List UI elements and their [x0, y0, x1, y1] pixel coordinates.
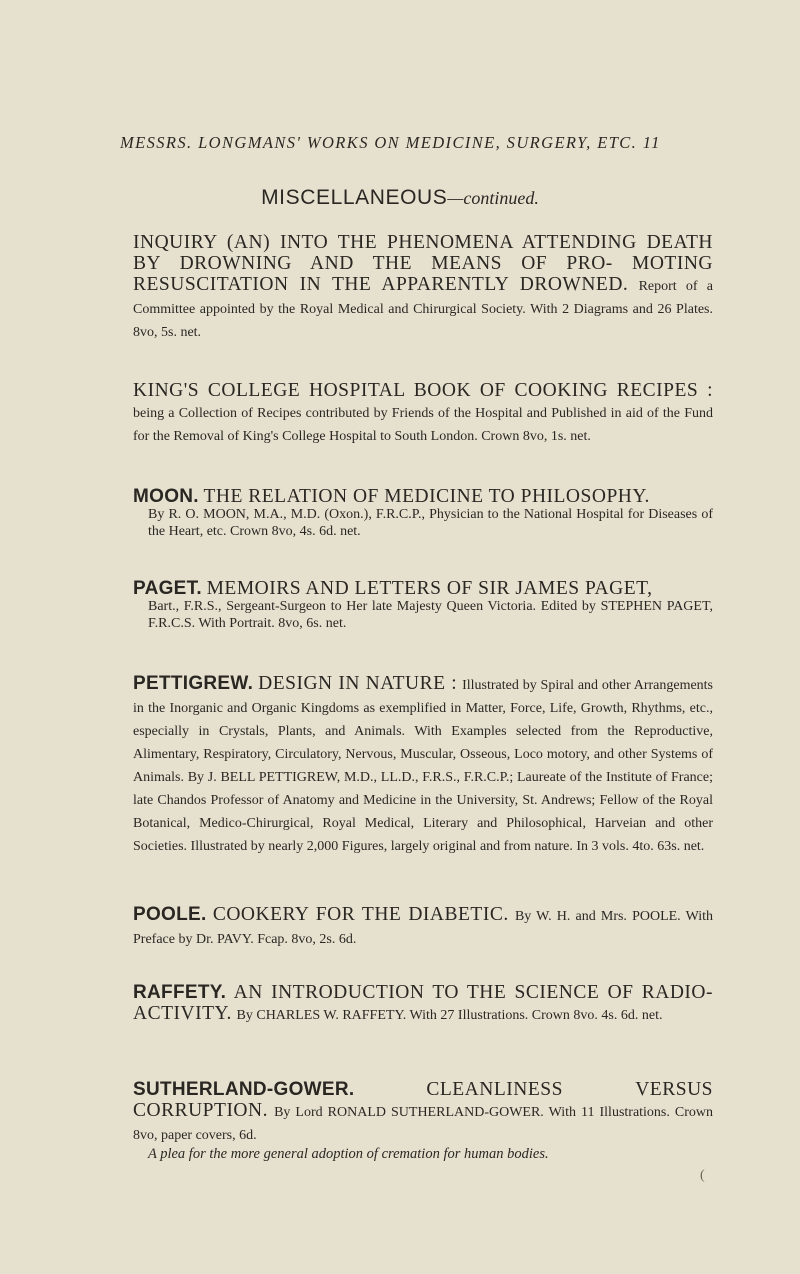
entry-title: THE RELATION OF MEDICINE TO PHILOSOPHY. [203, 486, 650, 507]
entry-author: POOLE. [133, 904, 207, 925]
entry-description: By W. H. and Mrs. POOLE. With Preface by Dr. PAVY. Fcap. 8vo, 2s. 6d. [133, 909, 714, 947]
entry-note: A plea for the more general adoption of cremation for human bodies. [148, 1146, 549, 1162]
section-title [0, 186, 800, 210]
entry-author: RAFFETY. [133, 982, 227, 1003]
entry-description: Report of a Committee appointed by the Royal Medical and Chirurgical Society. With 2 Diagrams and 26 Plates. 8vo, 5s. net. [133, 279, 713, 340]
book-entry-kings-college [133, 380, 713, 447]
section-title-continued: —continued. [447, 188, 539, 208]
entry-description: Bart., F.R.S., Sergeant-Surgeon to Her late Majesty Queen Victoria. Edited by STEPHEN PAGET, F.R.C.S. With Portrait. 8vo, 6s. net. [148, 599, 713, 631]
running-head: MESSRS. LONGMANS' WORKS ON MEDICINE, SURGERY, ETC. 11 [120, 133, 661, 152]
entry-title: DESIGN IN NATURE : [258, 673, 458, 694]
book-entry-paget [133, 578, 713, 632]
entry-title: KING'S COLLEGE HOSPITAL BOOK OF COOKING RECIPES : [133, 380, 713, 401]
section-title-text: MISCELLANEOUS [261, 186, 448, 209]
entry-text [133, 380, 713, 447]
entry-title: MEMOIRS AND LETTERS OF SIR JAMES PAGET, [206, 578, 653, 599]
entry-headline [133, 486, 713, 507]
entry-title: COOKERY FOR THE DIABETIC. [212, 904, 509, 925]
entry-text [133, 673, 713, 857]
book-entry-sutherland-gower [133, 1079, 713, 1163]
entry-title: AN INTRODUCTION TO THE SCIENCE OF RADIO-ACTIVITY. [133, 982, 713, 1024]
entry-description: being a Collection of Recipes contributed by Friends of the Hospital and Published in aid of the Fund for the Removal of King's College Hospital to South London. Crown 8vo, 1s. net. [133, 406, 713, 444]
entry-text [133, 982, 713, 1026]
book-entry-inquiry [133, 232, 713, 343]
entry-text [133, 904, 713, 950]
book-entry-pettigrew [133, 673, 713, 857]
entry-description: Illustrated by Spiral and other Arrangements in the Inorganic and Organic Kingdoms as exemplified in Matter, Force, Life, Growth, Rhythms, etc., especially in Crystals, Plants, and Animals. With Examples selected from the Reproductive, Alimentary, Respiratory, Circulatory, Nervous, Muscular, Osseous, Loco motory, and other Systems of Animals. By J. BELL PETTIGREW, M.D., LL.D., F.R.S., F.R.C.P.; Laureate of the Institute of France; late Chandos Professor of Anatomy and Medicine in the University, St. Andrews; Fellow of the Royal Botanical, Medico-Chirurgical, Royal Medical, Literary and Philosophical, Harveian and other Societies. Illustrated by nearly 2,000 Figures, largely original and from nature. In 3 vols. 4to. 63s. net. [133, 678, 714, 854]
book-entry-poole [133, 904, 713, 950]
stray-mark: ( [700, 1168, 705, 1183]
entry-author: PETTIGREW. [133, 673, 254, 694]
entry-description: By Lord RONALD SUTHERLAND-GOWER. With 11 Illustrations. Crown 8vo, paper covers, 6d. [133, 1105, 713, 1143]
entry-author: SUTHERLAND-GOWER. [133, 1079, 355, 1100]
entry-title: INQUIRY (AN) INTO THE PHENOMENA ATTENDING DEATH BY DROWNING AND THE MEANS OF PRO- MOTING RESUSCITATION IN THE APPARENTLY DROWNED. [133, 232, 713, 295]
book-entry-raffety [133, 982, 713, 1026]
entry-description: By CHARLES W. RAFFETY. With 27 Illustrations. Crown 8vo. 4s. 6d. net. [236, 1008, 663, 1023]
book-entry-moon [133, 486, 713, 540]
entry-headline [133, 578, 713, 599]
entry-author: PAGET. [133, 578, 203, 599]
entry-title: CLEANLINESS VERSUS CORRUPTION. [133, 1079, 713, 1121]
entry-description: By R. O. MOON, M.A., M.D. (Oxon.), F.R.C.P., Physician to the National Hospital for Diseases of the Heart, etc. Crown 8vo, 4s. 6d. net. [148, 507, 713, 539]
entry-text [133, 232, 713, 343]
entry-author: MOON. [133, 486, 199, 507]
entry-text [133, 1079, 713, 1146]
